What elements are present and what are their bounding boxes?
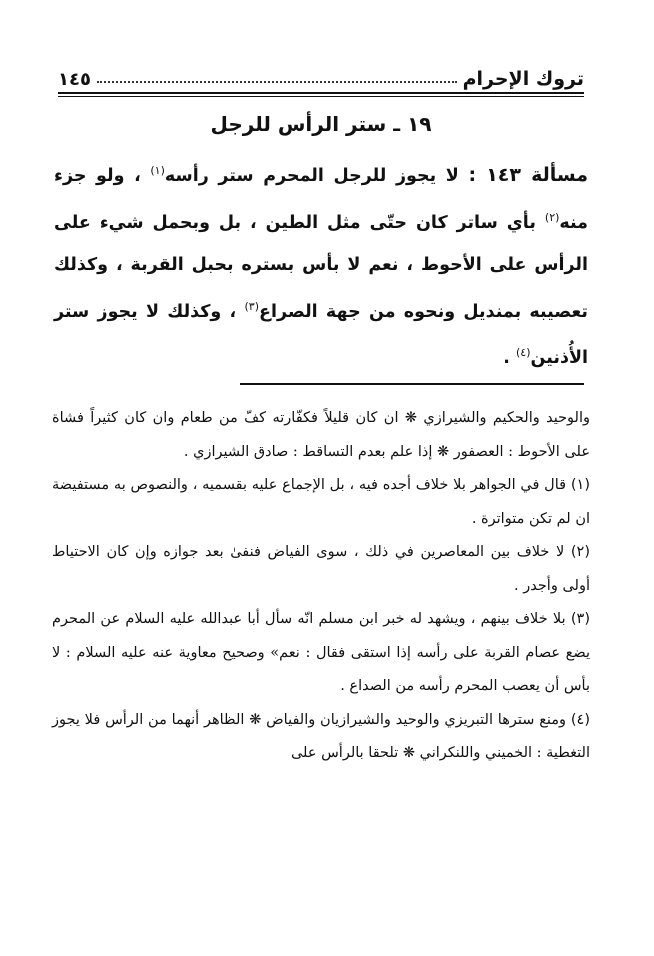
footnote-item	[52, 536, 590, 603]
footnote-text: قال في الجواهر بلا خلاف أجده فيه ، بل الإجماع عليه بقسميه ، والنصوص به مستفيضة ان لم تكن متواترة .	[52, 477, 590, 527]
running-header	[58, 56, 584, 90]
footnote-text: لا خلاف بين المعاصرين في ذلك ، سوى الفياض فنفىٰ بعد جوازه وإن كان الاحتياط أولى وأجدر .	[52, 544, 590, 594]
footnote-continuation: والوحيد والحكيم والشيرازي ❋ ان كان قليلاً فكفّارته كفّ من طعام وان كان كثيراً فشاة على الأحوط : العصفور ❋ إذا علم بعدم التساقط : صادق الشيرازي .	[52, 410, 590, 460]
footnote-number: (٤)	[570, 711, 591, 728]
footnote-number: (١)	[570, 477, 590, 493]
footnote-item	[52, 704, 590, 771]
footnotes	[52, 402, 590, 771]
masala-paragraph	[54, 150, 588, 379]
masala-text-2: ، ولو جزء منه	[54, 165, 588, 233]
footnote-separator	[240, 383, 584, 385]
footnote-item	[52, 469, 590, 536]
footnote-ref-1: (١)	[150, 164, 165, 177]
masala-text-4: ، وكذلك لا يجوز ستر الأُذنين	[54, 301, 588, 369]
header-rule	[58, 92, 584, 97]
footnote-number: (٢)	[570, 544, 590, 560]
footnote-text: بلا خلاف بينهم ، ويشهد له خبر ابن مسلم انّه سأل أبا عبدالله عليه السلام عن المحرم يضع عصام القربة على رأسه إذا استقى فقال : نعم» وصحيح معاوية عنه عليه السلام : لا بأس أن يعصب المحرم رأسه من الصداع .	[52, 611, 590, 694]
footnote-item	[52, 603, 590, 704]
masala-label: مسألة ١٤٣ :	[468, 163, 589, 186]
header-title: تروك الإحرام	[462, 68, 584, 90]
footnote-text: ومنع سترها التبريزي والوحيد والشيرازيان والفياض ❋ الظاهر أنهما من الرأس فلا يجوز التغطية : الخميني واللنكراني ❋ تلحقا بالرأس على	[52, 711, 590, 761]
masala-text-3: بأي ساتر كان حتّى مثل الطين ، بل وبحمل شيء على الرأس على الأحوط ، نعم لا بأس بستره بحبل القربة ، وكذلك تعصيبه بمنديل ونحوه من جهة الصراع	[54, 212, 588, 322]
section-title: ١٩ ـ ستر الرأس للرجل	[210, 112, 432, 136]
footnote-ref-2: (٢)	[544, 210, 560, 224]
footnote-ref-4: (٤)	[516, 346, 531, 360]
page-number: ١٤٥	[58, 69, 91, 90]
masala-text-1: لا يجوز للرجل المحرم ستر رأسه	[164, 165, 459, 186]
footnote-number: (٣)	[570, 611, 590, 627]
footnote-ref-3: (٣)	[244, 299, 259, 313]
masala-text-end: .	[503, 348, 510, 369]
header-dot-leader	[97, 81, 457, 83]
